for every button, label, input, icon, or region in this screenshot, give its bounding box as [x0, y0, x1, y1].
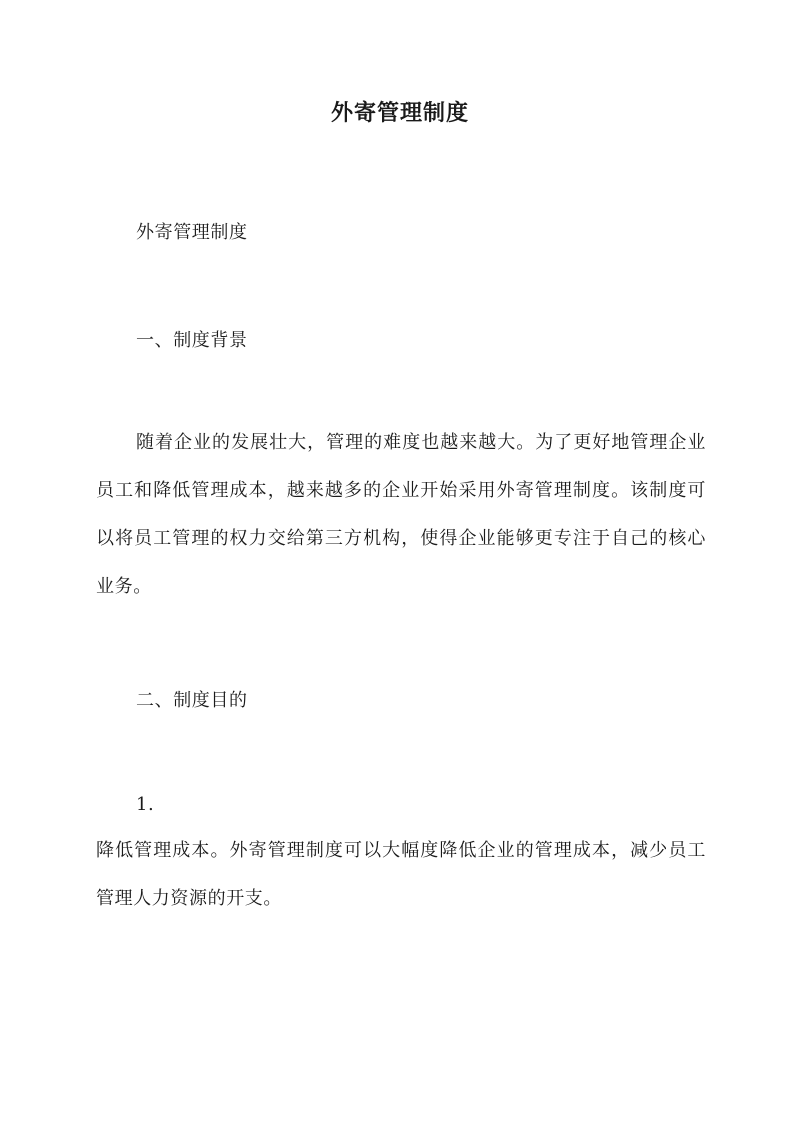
section-body-background: 随着企业的发展壮大，管理的难度也越来越大。为了更好地管理企业员工和降低管理成本，越来越多的企业开始采用外寄管理制度。该制度可以将员工管理的权力交给第三方机构，使得企业能够更专注于自己的核心业务。 — [96, 432, 706, 597]
document-title: 外寄管理制度 — [330, 100, 469, 126]
section-heading-purpose: 二、制度目的 — [136, 690, 248, 711]
list-item-number: 1. — [136, 794, 155, 815]
list-item-body: 降低管理成本。外寄管理制度可以大幅度降低企业的管理成本，减少员工管理人力资源的开支。 — [96, 840, 706, 909]
section-heading-background: 一、制度背景 — [136, 330, 248, 351]
document-subtitle: 外寄管理制度 — [136, 222, 248, 243]
